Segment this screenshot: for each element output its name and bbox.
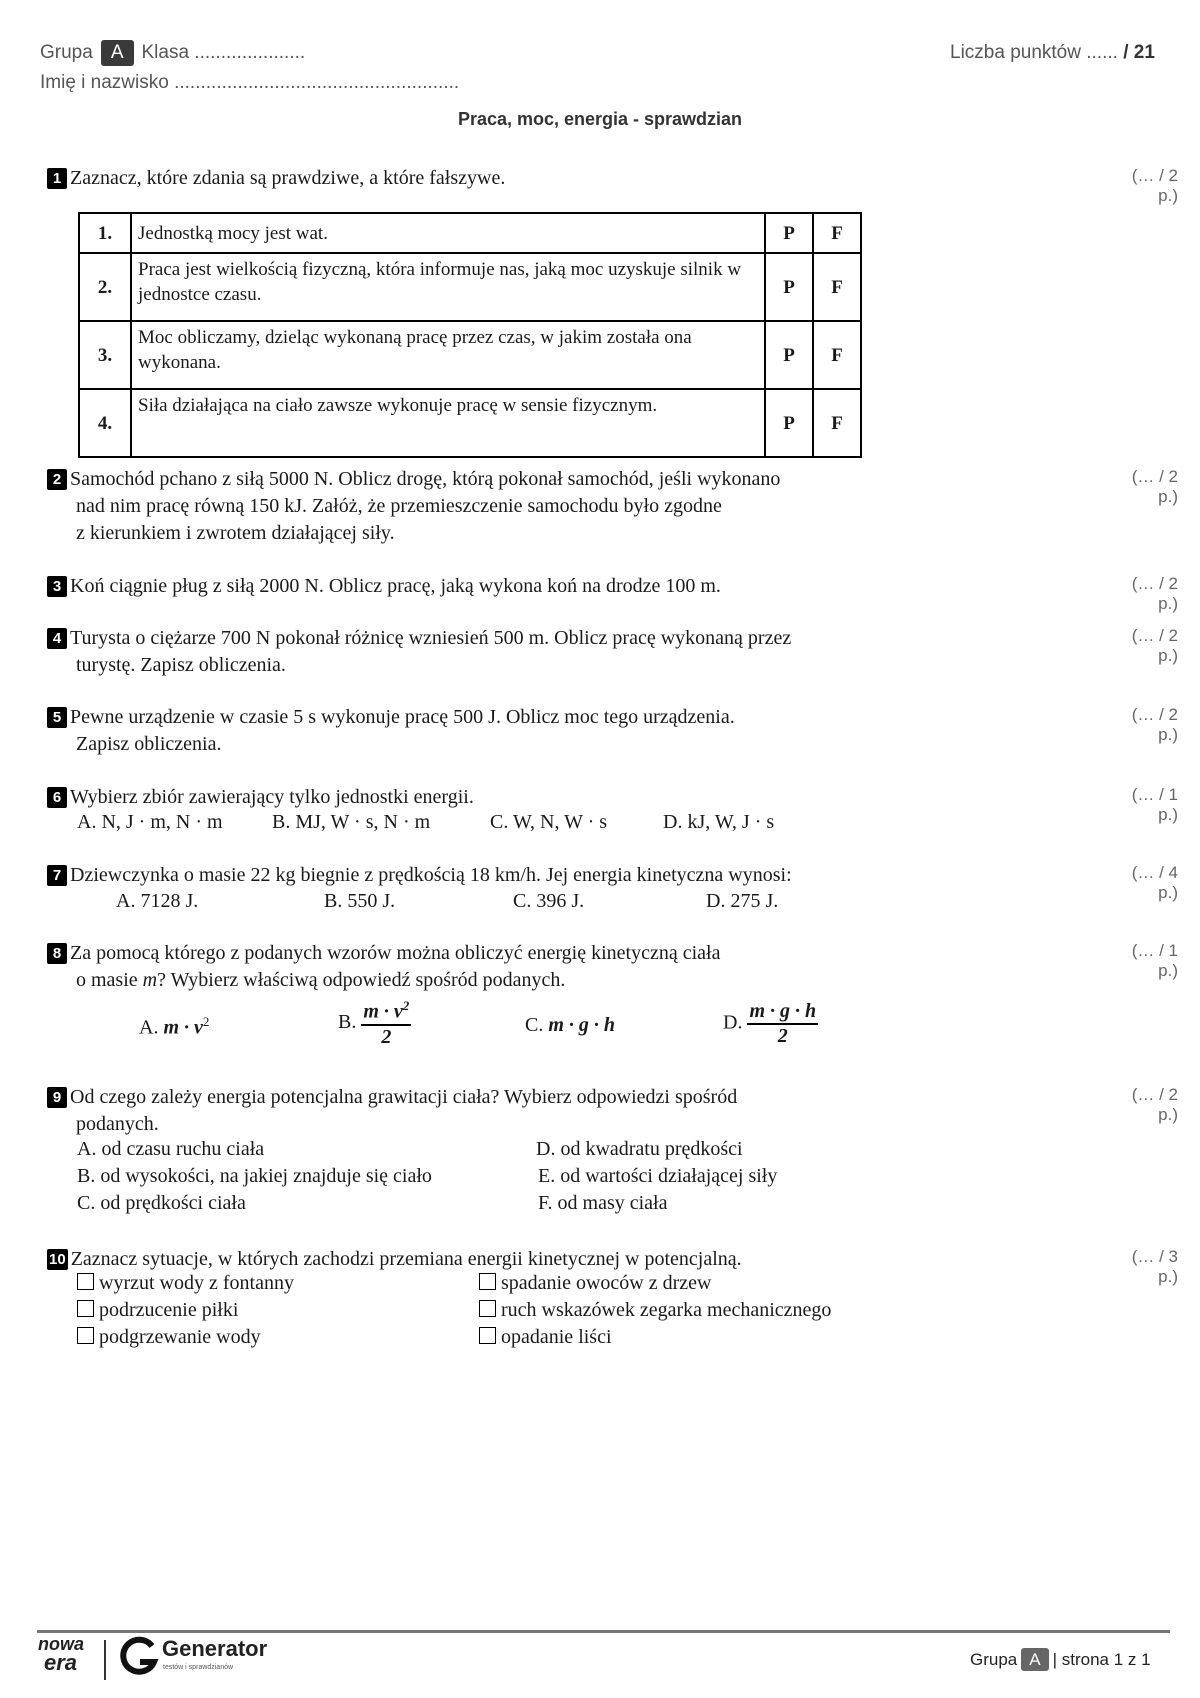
option-label: podrzucenie piłki bbox=[99, 1299, 239, 1321]
task-number: 10 bbox=[49, 1251, 66, 1268]
page-title: Praca, moc, energia - sprawdzian bbox=[457, 109, 743, 129]
checkbox[interactable] bbox=[77, 1327, 94, 1344]
answer-b[interactable]: B. od wysokości, na jakiej znajduje się ciało bbox=[77, 1165, 432, 1187]
checkbox-option[interactable] bbox=[77, 1272, 294, 1295]
true-option[interactable]: P bbox=[765, 389, 813, 457]
task-number: 8 bbox=[47, 943, 67, 964]
answer-e[interactable]: E. od wartości działającej siły bbox=[538, 1165, 778, 1187]
logo-nowa: nowa bbox=[38, 1634, 85, 1654]
answer-b[interactable]: B. 550 J. bbox=[324, 890, 396, 912]
text-part: o masie bbox=[76, 969, 143, 991]
task-6 bbox=[47, 784, 1007, 811]
header-group-line bbox=[40, 40, 305, 66]
task-3 bbox=[47, 573, 1007, 600]
logo-era: era bbox=[44, 1650, 78, 1675]
task-8 bbox=[47, 940, 1007, 994]
task-10 bbox=[47, 1246, 1007, 1273]
task-9-points: (… / 2 p.) bbox=[1131, 1085, 1178, 1124]
checkbox[interactable] bbox=[77, 1273, 94, 1290]
answer-a[interactable]: A. od czasu ruchu ciała bbox=[77, 1138, 265, 1160]
fraction bbox=[361, 998, 411, 1049]
numerator-text: m · v bbox=[363, 1000, 403, 1023]
row-number: 3. bbox=[79, 321, 131, 389]
answer-d[interactable]: D. kJ, W, J · s bbox=[663, 811, 775, 833]
text-part: ? Wybierz właściwą odpowiedź spośród podanych. bbox=[157, 969, 566, 991]
task-question: Zaznacz, które zdania są prawdziwe, a które fałszywe. bbox=[70, 167, 506, 189]
footer-divider bbox=[37, 1630, 1170, 1633]
task-number: 6 bbox=[47, 787, 67, 808]
table-row bbox=[79, 389, 861, 457]
points-total: / 21 bbox=[1117, 42, 1155, 63]
answer-c[interactable]: C. 396 J. bbox=[513, 890, 585, 912]
mass-symbol: m bbox=[142, 969, 158, 991]
name-field: Imię i nazwisko ...................................................... bbox=[40, 72, 460, 93]
generator-title: Generator bbox=[162, 1636, 268, 1661]
task-question-line: z kierunkiem i zwrotem działającej siły. bbox=[76, 522, 395, 544]
task-question-line: podanych. bbox=[76, 1113, 159, 1135]
task-4-points: (… / 2 p.) bbox=[1131, 626, 1178, 665]
points-field bbox=[950, 42, 1155, 64]
statement: Moc obliczamy, dzieląc wykonaną pracę przez czas, w jakim została ona wykonana. bbox=[131, 321, 765, 389]
generator-logo bbox=[120, 1636, 160, 1683]
statement: Praca jest wielkością fizyczną, która informuje nas, jaką moc uzyskuje silnik w jednostce czasu. bbox=[131, 253, 765, 321]
task-question: Koń ciągnie pług z siłą 2000 N. Oblicz pracę, jaką wykona koń na drodze 100 m. bbox=[70, 575, 721, 597]
task-question-line: Pewne urządzenie w czasie 5 s wykonuje pracę 500 J. Oblicz moc tego urządzenia. bbox=[70, 706, 735, 728]
group-badge: A bbox=[101, 40, 134, 66]
row-number: 1. bbox=[79, 213, 131, 253]
task-5-points: (… / 2 p.) bbox=[1131, 705, 1178, 744]
task-question-line: Za pomocą którego z podanych wzorów można obliczyć energię kinetyczną ciała bbox=[70, 942, 721, 964]
exponent: 2 bbox=[402, 998, 410, 1013]
option-label: spadanie owoców z drzew bbox=[501, 1272, 712, 1294]
nowa-era-logo bbox=[38, 1636, 84, 1673]
task-question-line: Turysta o ciężarze 700 N pokonał różnicę wzniesień 500 m. Oblicz pracę wykonaną przez bbox=[70, 627, 792, 649]
task-question-line: nad nim pracę równą 150 kJ. Załóż, że przemieszczenie samochodu było zgodne bbox=[76, 495, 722, 517]
task-1-points: (… / 2 p.) bbox=[1131, 166, 1178, 205]
checkbox[interactable] bbox=[479, 1273, 496, 1290]
task-2-points: (… / 2 p.) bbox=[1131, 467, 1178, 506]
numerator bbox=[361, 998, 411, 1026]
checkbox-option[interactable] bbox=[77, 1299, 238, 1322]
true-option[interactable]: P bbox=[765, 253, 813, 321]
task-question-line: turystę. Zapisz obliczenia. bbox=[76, 654, 286, 676]
generator-g-icon bbox=[120, 1636, 160, 1678]
option-label: wyrzut wody z fontanny bbox=[99, 1272, 294, 1294]
logo-separator bbox=[104, 1640, 106, 1680]
checkbox[interactable] bbox=[479, 1327, 496, 1344]
task-question: Dziewczynka o masie 22 kg biegnie z prędkością 18 km/h. Jej energia kinetyczna wynosi: bbox=[70, 864, 792, 886]
option-letter: B. bbox=[338, 1010, 357, 1033]
task-number: 7 bbox=[47, 865, 67, 886]
numerator: m · g · h bbox=[747, 1000, 818, 1025]
answer-c[interactable]: C. od prędkości ciała bbox=[77, 1192, 246, 1214]
formula: m · v bbox=[163, 1016, 203, 1039]
checkbox[interactable] bbox=[77, 1300, 94, 1317]
statement: Jednostką mocy jest wat. bbox=[131, 213, 765, 253]
task-question-line bbox=[47, 967, 1007, 994]
checkbox-option[interactable] bbox=[77, 1326, 261, 1349]
answer-f[interactable]: F. od masy ciała bbox=[538, 1192, 668, 1214]
task-number: 4 bbox=[47, 628, 67, 649]
table-row bbox=[79, 213, 861, 253]
true-false-table bbox=[78, 212, 862, 458]
true-option[interactable]: P bbox=[765, 213, 813, 253]
formula: m · g · h bbox=[548, 1014, 616, 1036]
answer-d[interactable] bbox=[723, 1000, 818, 1048]
task-1 bbox=[47, 165, 1007, 192]
task-number: 3 bbox=[47, 576, 67, 597]
row-number: 2. bbox=[79, 253, 131, 321]
task-9 bbox=[47, 1084, 1007, 1138]
option-letter: D. bbox=[723, 1011, 743, 1034]
checkbox-option[interactable] bbox=[479, 1272, 711, 1295]
answer-c[interactable] bbox=[525, 1014, 615, 1037]
task-4 bbox=[47, 625, 1007, 679]
task-5 bbox=[47, 704, 1007, 758]
task-6-points: (… / 1 p.) bbox=[1131, 785, 1178, 824]
generator-subtitle: testów i sprawdzianów bbox=[163, 1664, 234, 1671]
task-question-line: Od czego zależy energia potencjalna grawitacji ciała? Wybierz odpowiedzi spośród bbox=[70, 1086, 738, 1108]
page-number: | strona 1 z 1 bbox=[1052, 1650, 1151, 1669]
denominator: 2 bbox=[777, 1025, 788, 1047]
footer-page-info bbox=[970, 1648, 1151, 1671]
option-letter: A. bbox=[139, 1016, 159, 1039]
group-label: Grupa bbox=[40, 42, 93, 63]
footer-group-label: Grupa bbox=[970, 1650, 1018, 1669]
answer-b[interactable] bbox=[338, 998, 411, 1049]
option-letter: C. bbox=[525, 1014, 544, 1036]
answer-a[interactable]: A. N, J · m, N · m bbox=[77, 811, 223, 833]
task-question: Zaznacz sytuacje, w których zachodzi przemiana energii kinetycznej w potencjalną. bbox=[70, 1248, 742, 1270]
true-option[interactable]: P bbox=[765, 321, 813, 389]
task-question-line: Samochód pchano z siłą 5000 N. Oblicz drogę, którą pokonał samochód, jeśli wykonano bbox=[70, 468, 781, 490]
task-number: 1 bbox=[47, 168, 67, 189]
task-number: 2 bbox=[47, 469, 67, 490]
task-3-points: (… / 2 p.) bbox=[1131, 574, 1178, 613]
option-label: podgrzewanie wody bbox=[99, 1326, 261, 1348]
task-number: 5 bbox=[47, 707, 67, 728]
answer-b[interactable]: B. MJ, W · s, N · m bbox=[272, 811, 431, 833]
row-number: 4. bbox=[79, 389, 131, 457]
exponent: 2 bbox=[202, 1014, 210, 1029]
table-row bbox=[79, 321, 861, 389]
table-row bbox=[79, 253, 861, 321]
false-option[interactable]: F bbox=[813, 253, 861, 321]
points-label: Liczba punktów ...... bbox=[950, 42, 1118, 63]
task-2 bbox=[47, 466, 1007, 547]
answer-a[interactable]: A. 7128 J. bbox=[116, 890, 199, 912]
denominator: 2 bbox=[381, 1025, 392, 1048]
answer-c[interactable]: C. W, N, W · s bbox=[490, 811, 608, 833]
task-7-points: (… / 4 p.) bbox=[1131, 863, 1178, 902]
false-option[interactable]: F bbox=[813, 213, 861, 253]
class-field: Klasa ..................... bbox=[141, 42, 306, 63]
answer-a[interactable] bbox=[139, 1014, 209, 1040]
answer-d[interactable]: D. od kwadratu prędkości bbox=[536, 1138, 743, 1160]
task-question-line: Zapisz obliczenia. bbox=[76, 733, 222, 755]
footer-group-badge: A bbox=[1021, 1648, 1048, 1671]
statement: Siła działająca na ciało zawsze wykonuje pracę w sensie fizycznym. bbox=[131, 389, 765, 457]
false-option[interactable]: F bbox=[813, 389, 861, 457]
task-number: 9 bbox=[47, 1087, 67, 1108]
checkbox-option[interactable] bbox=[479, 1299, 831, 1322]
task-7 bbox=[47, 862, 1007, 889]
checkbox[interactable] bbox=[479, 1300, 496, 1317]
fraction bbox=[747, 1000, 818, 1048]
answer-d[interactable]: D. 275 J. bbox=[706, 890, 779, 912]
false-option[interactable]: F bbox=[813, 321, 861, 389]
option-label: opadanie liści bbox=[501, 1326, 612, 1348]
option-label: ruch wskazówek zegarka mechanicznego bbox=[501, 1299, 832, 1321]
task-question: Wybierz zbiór zawierający tylko jednostki energii. bbox=[70, 786, 474, 808]
checkbox-option[interactable] bbox=[479, 1326, 612, 1349]
task-10-points: (… / 3 p.) bbox=[1131, 1247, 1178, 1286]
task-8-points: (… / 1 p.) bbox=[1131, 941, 1178, 980]
